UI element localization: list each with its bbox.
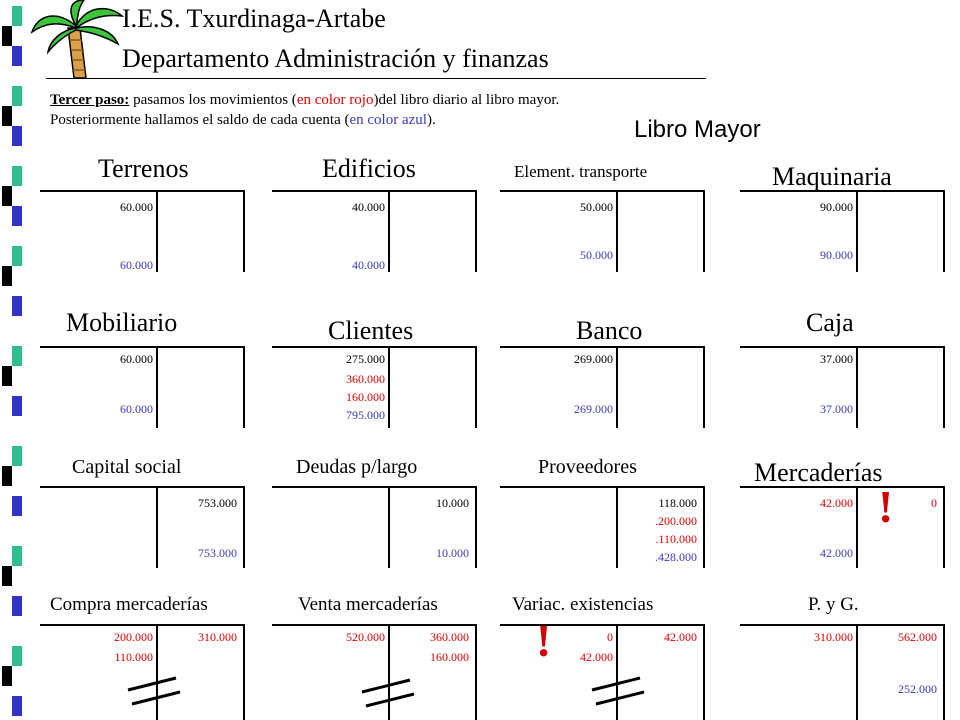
account-name: Variac. existencias <box>512 594 654 615</box>
account-name: Venta mercaderías <box>298 594 438 615</box>
account-caja <box>740 308 945 416</box>
credit-entry: 10.000 <box>436 496 469 510</box>
account-name: P. y G. <box>808 594 859 615</box>
school-title: I.E.S. Txurdinaga-Artabe <box>122 4 386 33</box>
account-name: Capital social <box>72 456 182 478</box>
credit-entry: 42.000 <box>664 630 697 644</box>
debit-entry: 275.000 <box>346 352 385 366</box>
account-name: Terrenos <box>98 154 189 183</box>
account-capital-social <box>40 448 245 560</box>
credit-total: 753.000 <box>198 546 237 560</box>
warning-mark-icon: ! <box>878 481 894 532</box>
warning-mark-icon: ! <box>536 615 552 666</box>
debit-entry: 520.000 <box>346 630 385 644</box>
account-name: Deudas p/largo <box>296 456 418 478</box>
account-compra-mercaderias <box>40 586 245 664</box>
account-name: Banco <box>576 316 643 345</box>
decorative-strip <box>0 0 32 720</box>
account-mercaderias <box>740 448 945 560</box>
credit-entry: 0 <box>931 496 937 510</box>
debit-total: 40.000 <box>352 258 385 272</box>
account-name: Proveedores <box>538 456 637 478</box>
credit-entry: .200.000 <box>655 514 697 528</box>
closing-mark-icon <box>124 676 184 706</box>
credit-entry: 562.000 <box>898 630 937 644</box>
account-terrenos <box>40 152 245 272</box>
debit-entry: 60.000 <box>120 352 153 366</box>
debit-entry: 269.000 <box>574 352 613 366</box>
credit-entry: 310.000 <box>198 630 237 644</box>
account-perdidas-ganancias <box>740 586 945 696</box>
account-maquinaria <box>740 152 945 262</box>
credit-entry: 160.000 <box>430 650 469 664</box>
account-name: Element. transporte <box>514 162 648 181</box>
credit-entry: 118.000 <box>658 496 697 510</box>
debit-entry: 360.000 <box>346 372 385 386</box>
account-clientes <box>272 308 477 422</box>
department-title: Departamento Administración y finanzas <box>122 44 549 73</box>
debit-entry: 200.000 <box>114 630 153 644</box>
account-variac-existencias <box>500 586 705 666</box>
debit-total: 60.000 <box>120 402 153 416</box>
closing-mark-icon <box>588 676 648 706</box>
account-proveedores <box>500 448 705 564</box>
account-name: Caja <box>806 308 854 337</box>
account-venta-mercaderias <box>272 586 477 664</box>
credit-total: 252.000 <box>898 682 937 696</box>
debit-total: 42.000 <box>820 546 853 560</box>
credit-total: 10.000 <box>436 546 469 560</box>
debit-entry: 37.000 <box>820 352 853 366</box>
account-name: Compra mercaderías <box>50 594 208 615</box>
debit-total: 60.000 <box>120 258 153 272</box>
account-banco <box>500 308 705 416</box>
debit-entry: 0 <box>607 630 613 644</box>
header-divider <box>46 78 706 79</box>
debit-entry: 42.000 <box>820 496 853 510</box>
account-name: Edificios <box>322 154 416 183</box>
debit-entry: 60.000 <box>120 200 153 214</box>
debit-entry: 42.000 <box>580 650 613 664</box>
debit-entry: 50.000 <box>580 200 613 214</box>
debit-total: 795.000 <box>346 408 385 422</box>
account-element-transporte <box>500 152 705 262</box>
account-edificios <box>272 152 477 272</box>
account-name: Mercaderías <box>754 458 883 487</box>
debit-entry: 40.000 <box>352 200 385 214</box>
account-name: Mobiliario <box>66 308 178 337</box>
debit-entry: 160.000 <box>346 390 385 404</box>
debit-total: 90.000 <box>820 248 853 262</box>
credit-entry: 360.000 <box>430 630 469 644</box>
credit-entry: 753.000 <box>198 496 237 510</box>
instructions: Tercer paso: pasamos los movimientos (en color rojo)del libro diario al libro mayor. Posteriormente hallamos el saldo de cada cuenta (en color azul). <box>50 92 560 128</box>
page-title: Libro Mayor <box>634 116 761 143</box>
debit-entry: 110.000 <box>114 650 153 664</box>
step-label: Tercer paso: <box>50 92 130 108</box>
account-deudas-largo <box>272 448 477 560</box>
closing-mark-icon <box>358 678 418 708</box>
debit-total: 37.000 <box>820 402 853 416</box>
debit-total: 50.000 <box>580 248 613 262</box>
debit-total: 269.000 <box>574 402 613 416</box>
debit-entry: 310.000 <box>814 630 853 644</box>
account-name: Clientes <box>328 316 414 345</box>
credit-total: .428.000 <box>655 550 697 564</box>
account-name: Maquinaria <box>772 162 892 191</box>
account-mobiliario <box>40 308 245 416</box>
debit-entry: 90.000 <box>820 200 853 214</box>
credit-entry: .110.000 <box>655 532 697 546</box>
palm-tree-icon <box>28 0 124 80</box>
